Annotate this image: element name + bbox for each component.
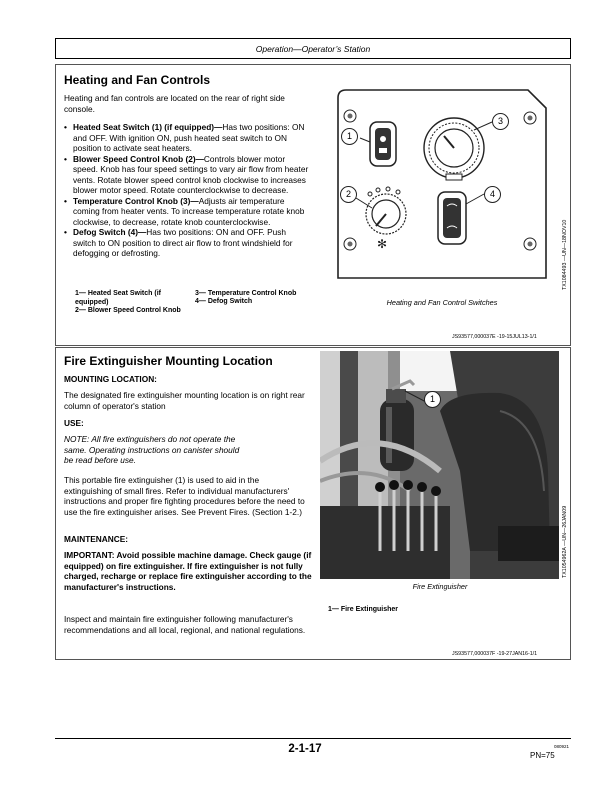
screw-icon [344, 238, 356, 250]
footer-rule [55, 738, 571, 739]
screw-icon [524, 112, 536, 124]
heater-control-panel-figure [334, 86, 556, 286]
bullet-text: Adjusts air temperature coming from heater vents. To increase temperature rotate knob clockwise, to decrease, rotate knob counterclockwise. [73, 195, 305, 227]
section1-title: Heating and Fan Controls [64, 73, 211, 87]
figure2-code: TX1054962A —UN—26JAN09 [562, 505, 568, 578]
bullet-bold: Blower Speed Control Knob (2)— [73, 153, 204, 164]
use-heading: USE: [64, 418, 84, 428]
section2-doc-code: JS93577,000037F -19-27JAN16-1/1 [452, 651, 538, 657]
callout-3: 3 [492, 113, 509, 130]
use-text: This portable fire extinguisher (1) is used to aid in the extinguishing of small fires. Refer to individual manufacturers' instructions and proper fire fighting procedures before the need to use the fire extinguisher arises. See Prevent Fires. (Section 1-2.) [64, 475, 305, 517]
figure2-caption: Fire Extinguisher [412, 582, 468, 591]
callout-4: 4 [484, 186, 501, 203]
legend-item-2: 2— Blower Speed Control Knob [75, 307, 181, 314]
fire-extinguisher-photo [320, 351, 559, 579]
header-rule-top [55, 38, 571, 39]
bullet-item [64, 122, 310, 154]
heated-seat-switch-icon [370, 122, 396, 166]
figure1-caption: Heating and Fan Control Switches [386, 298, 498, 307]
mounting-heading: MOUNTING LOCATION: [64, 374, 157, 384]
note-text: NOTE: All fire extinguishers do not operate the same. Operating instructions on canister should be read before use. [64, 434, 240, 465]
important-text: IMPORTANT: Avoid possible machine damage. Check gauge (if equipped) on fire extinguisher. If fire extinguisher is not fully charged, recharge or replace fire extinguisher according to the manufacturer's instructions. [64, 550, 312, 592]
screw-icon [524, 238, 536, 250]
callout-1: 1 [341, 128, 358, 145]
bullet-text: Controls blower motor speed. Knob has four speed settings to vary air flow from heater vents. Rotate blower speed control knob clockwise to increases blower motor speed. Rotate counterclockwise to decrease. [73, 153, 309, 195]
footer-pn: PN=75 [530, 751, 555, 760]
section1-intro: Heating and fan controls are located on the rear of right side console. [64, 93, 285, 114]
page-number: 2-1-17 [288, 743, 322, 755]
callout-2: 2 [340, 186, 357, 203]
bullet-item [64, 154, 310, 196]
section1-doc-code: JS93577,000037E -19-15JUL13-1/1 [452, 334, 537, 340]
bullet-bold: Defog Switch (4)— [73, 227, 147, 237]
bullet-text: Has two positions: ON and OFF. With ignition ON, push heated seat switch to ON position to activate seat heaters. [73, 122, 305, 153]
bullet-bold: Temperature Control Knob (3)— [73, 195, 199, 206]
legend-item-3: 3— Temperature Control Knob [195, 290, 297, 297]
figure1-code: TX1084493 —UN—18NOV10 [562, 219, 568, 290]
maintenance-heading: MAINTENANCE: [64, 534, 129, 544]
screw-icon [344, 110, 356, 122]
bullet-bold: Heated Seat Switch (1) (if equipped)— [73, 122, 223, 132]
callout-extinguisher: 1 [424, 391, 441, 408]
legend-item-1: 1— Heated Seat Switch (if equipped) [75, 290, 161, 306]
legend-item-4: 4— Defog Switch [195, 298, 253, 305]
section2-title: Fire Extinguisher Mounting Location [64, 354, 273, 368]
running-header: Operation—Operator’s Station [255, 44, 371, 54]
mounting-text: The designated fire extinguisher mounting location is on right rear column of operator's station [64, 390, 305, 411]
header-rule-bottom [55, 58, 571, 59]
bullet-item [64, 196, 310, 228]
bullet-text: Has two positions: ON and OFF. Push switch to ON position to direct air flow to front windshield for defogging or defrosting. [73, 227, 293, 258]
maintenance-text: Inspect and maintain fire extinguisher following manufacturer's recommendations and all local, regional, and national regulations. [64, 614, 306, 635]
bullet-item [64, 227, 310, 259]
legend-extinguisher: 1— Fire Extinguisher [328, 606, 399, 613]
defog-switch-icon [438, 192, 466, 244]
footer-small-code: 080921 [554, 744, 570, 749]
section1-bullet-list [64, 122, 310, 259]
svg-text:✻: ✻ [377, 237, 388, 251]
